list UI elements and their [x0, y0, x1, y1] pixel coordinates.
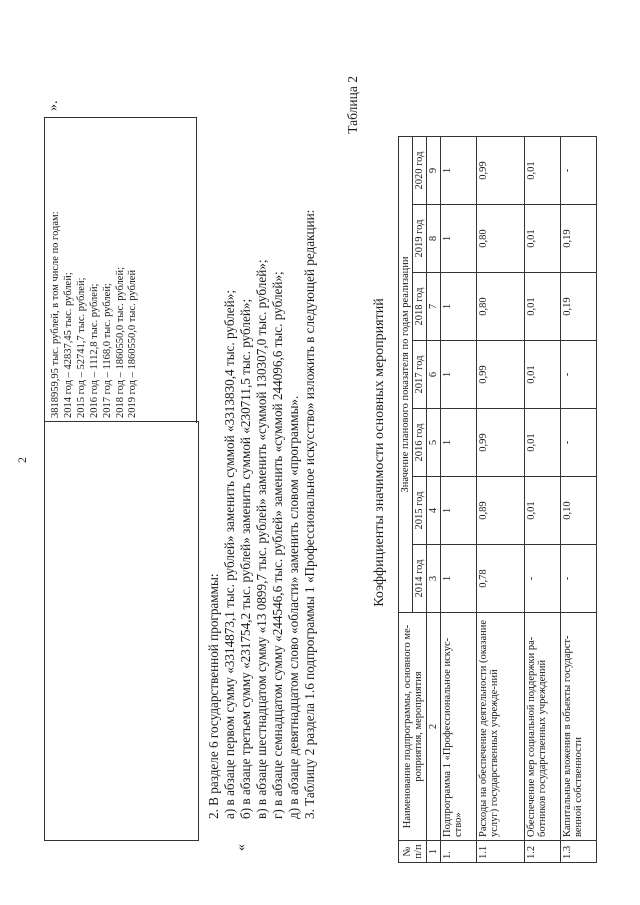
row-value: - — [561, 341, 597, 409]
row-value: 1 — [441, 477, 477, 545]
row-value: 1 — [441, 341, 477, 409]
row-name: Обеспечение мер социальной поддержки ра-ботников государственных учреждений — [525, 613, 561, 841]
paragraph-c: в) в абзаце шестнадцатом сумму «13 0899,7 тыс. рублей» заменить «суммой 130307,0 тыс. рублей»; — [254, 259, 269, 819]
year-header: 2019 год — [413, 205, 427, 273]
row-name: Подпрограмма 1 «Профессиональное искус-ство» — [441, 613, 477, 841]
col-number: 1 — [427, 841, 441, 863]
column-numbers-row — [427, 137, 441, 863]
row-value: 0,01 — [525, 341, 561, 409]
funding-table — [44, 116, 199, 841]
year-header: 2015 год — [413, 477, 427, 545]
header-no: № п/п — [399, 841, 427, 863]
table-row — [561, 137, 597, 863]
row-value: 0,01 — [525, 205, 561, 273]
funding-line: 2018 год – 1860550,0 тыс. рублей; — [114, 266, 126, 418]
row-value: 0,80 — [477, 205, 525, 273]
row-value: - — [561, 137, 597, 205]
row-value: 0,01 — [525, 409, 561, 477]
col-number: 8 — [427, 205, 441, 273]
header-name: Наименование подпрограммы, основного ме-роприятия, мероприятия — [399, 613, 427, 841]
row-name: Капитальные вложения в объекты государст-венной собственности — [561, 613, 597, 841]
row-value: - — [561, 545, 597, 613]
row-value: 1 — [441, 545, 477, 613]
paragraph-d: г) в абзаце семнадцатом сумму «244546,6 тыс. рублей» заменить «суммой 244096,6 тыс. рублей»; — [270, 271, 285, 819]
row-value: 0,01 — [525, 273, 561, 341]
row-value: 1 — [441, 205, 477, 273]
row-value: 0,01 — [525, 137, 561, 205]
funding-table-values-cell — [44, 117, 197, 423]
year-header: 2020 год — [413, 137, 427, 205]
year-header: 2014 год — [413, 545, 427, 613]
opening-quote: « — [234, 844, 249, 851]
closing-quote: ». — [46, 100, 61, 111]
paragraph-e: д) в абзаце девятнадцатом слово «области» заменить словом «программы». — [286, 395, 301, 819]
header-row — [399, 137, 413, 863]
row-value: 0,78 — [477, 545, 525, 613]
row-value: - — [525, 545, 561, 613]
row-no: 1.1 — [477, 841, 525, 863]
row-no: 1. — [441, 841, 477, 863]
funding-table-empty-cell — [44, 421, 199, 841]
funding-line: 3818959,95 тыс. рублей, в том числе по годам: — [50, 211, 61, 418]
row-value: 0,80 — [477, 273, 525, 341]
row-no: 1.2 — [525, 841, 561, 863]
table-row — [525, 137, 561, 863]
row-value: 0,19 — [561, 273, 597, 341]
table-row — [477, 137, 525, 863]
year-header: 2017 год — [413, 341, 427, 409]
page-number: 2 — [15, 457, 29, 463]
row-value: 0,99 — [477, 409, 525, 477]
row-value: - — [561, 409, 597, 477]
col-number: 7 — [427, 273, 441, 341]
header-group: Значение планового показателя по годам реализации — [399, 137, 413, 613]
paragraph-a: а) в абзаце первом сумму «3314873,1 тыс. рублей» заменить суммой «3313830,4 тыс. рублей»; — [222, 290, 237, 819]
table-title: Коэффициенты значимости основных мероприятий — [372, 298, 387, 607]
row-value: 0,99 — [477, 341, 525, 409]
col-number: 9 — [427, 137, 441, 205]
funding-line: 2014 год – 42837,45 тыс. рублей; — [62, 272, 74, 418]
row-value: 0,10 — [561, 477, 597, 545]
col-number: 5 — [427, 409, 441, 477]
row-value: 1 — [441, 409, 477, 477]
year-header: 2018 год — [413, 273, 427, 341]
paragraph-section-6: 2. В разделе 6 государственной программы: — [206, 573, 221, 819]
col-number: 6 — [427, 341, 441, 409]
row-value: 0,19 — [561, 205, 597, 273]
row-name: Расходы на обеспечение деятельности (оказание услуг) государственных учрежде-ний — [477, 613, 525, 841]
row-value: 1 — [441, 273, 477, 341]
row-value: 0,01 — [525, 477, 561, 545]
row-value: 1 — [441, 137, 477, 205]
funding-line: 2019 год – 1860550,0 тыс. рублей — [127, 269, 139, 418]
funding-line: 2017 год – 1168,0 тыс. рублей; — [101, 283, 113, 418]
col-number: 4 — [427, 477, 441, 545]
col-number: 2 — [427, 613, 441, 841]
row-value: 0,89 — [477, 477, 525, 545]
row-no: 1.3 — [561, 841, 597, 863]
table-label: Таблица 2 — [345, 76, 360, 134]
funding-line: 2015 год – 52741,7 тыс. рублей; — [75, 277, 87, 418]
table-row — [441, 137, 477, 863]
year-header: 2016 год — [413, 409, 427, 477]
funding-line: 2016 год – 1112,8 тыс. рублей; — [88, 283, 100, 418]
col-number: 3 — [427, 545, 441, 613]
paragraph-b: б) в абзаце третьем сумму «231754,2 тыс. рублей» заменить суммой «230711,5 тыс. рублей»; — [238, 298, 253, 819]
row-value: 0,99 — [477, 137, 525, 205]
coefficients-table — [398, 136, 597, 863]
paragraph-table-2: 3. Таблицу 2 раздела 1.6 подпрограммы 1 «Профессиональное искусство» изложить в следующей редакции: — [302, 209, 317, 819]
